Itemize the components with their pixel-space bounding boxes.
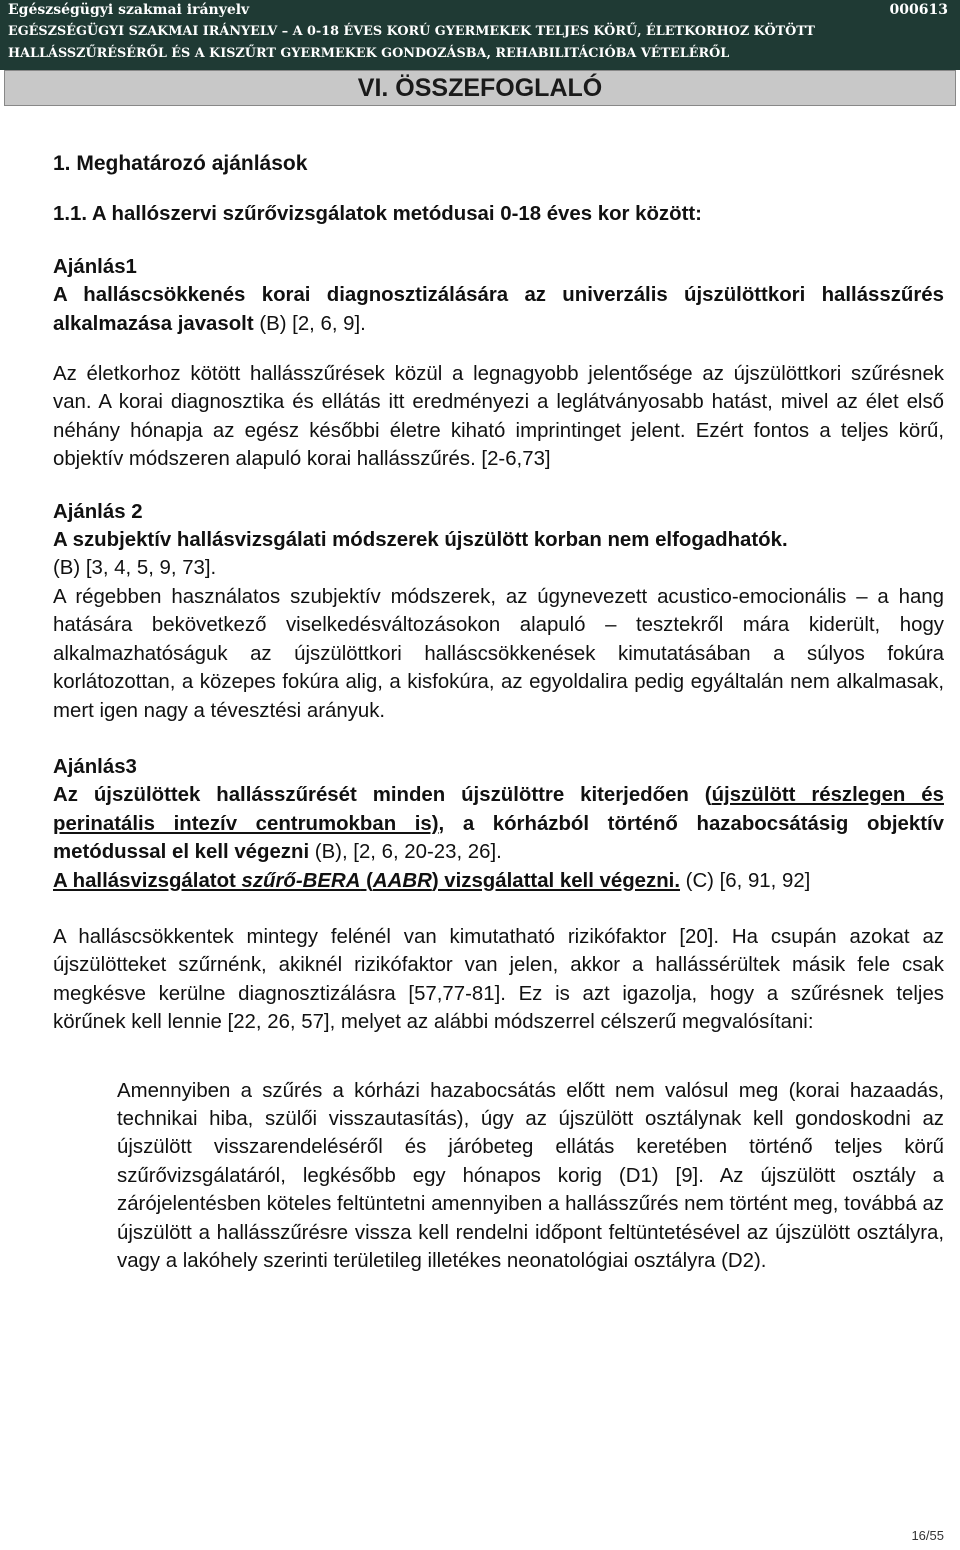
rec3-method (53, 867, 944, 895)
heading-1-1: 1.1. A hallószervi szűrővizsgálatok metódusai 0-18 éves kor között: (53, 203, 702, 226)
rec2-reference: (B) [3, 4, 5, 9, 73]. (53, 557, 217, 580)
heading-1: 1. Meghatározó ajánlások (53, 152, 308, 175)
rec3-part6: szűrő-BERA (241, 869, 361, 892)
rec3-part7: ( (360, 869, 373, 892)
header-code: 000613 (889, 2, 948, 18)
rec2-statement (53, 526, 944, 554)
document-body (53, 150, 944, 1275)
rec1-title: Ajánlás1 (53, 255, 137, 278)
rec3-part3: , a kórházból történő hazabocsátásig objektív metódussal el kell végezni (53, 812, 944, 864)
rec2-paragraph: A régebben használatos szubjektív módszerek, az úgynevezett acustico-emocionális – a hang hatására bekövetkező viselkedésváltozásokon alapuló – tesztekről mára kiderült, hogy alkalmazhatóságuk az újszülöttkori halláscsökkenések kimutatásában a súlyos fokúra korlátozottan, a közepes fokúra alig, a kisfokúra, az egyoldalira pedig egyáltalán nem alkalmasak, mert igen nagy a tévesztési arányuk. (53, 585, 944, 722)
rec3-part8: AABR (372, 869, 432, 892)
header-title-line1: EGÉSZSÉGÜGYI SZAKMAI IRÁNYELV – A 0-18 ÉVES KORÚ GYERMEKEK TELJES KÖRŰ, ÉLETKORHOZ KÖTÖTT (8, 24, 815, 39)
page-number: 16/55 (911, 1528, 944, 1543)
rec2-title: Ajánlás 2 (53, 500, 143, 523)
rec3-paragraph: A halláscsökkentek mintegy felénél van kimutatható rizikófaktor [20]. Ha csupán azokat az újszülötteket szűrnénk, akiknél rizikófaktor van jelen, akkor a hallássérültek másik fele csak megkésve kerülne diagnosztizálásra [57,77-81]. Ez is azt igazolja, hogy a szűrésnek teljes körűnek kell lennie [22, 26, 57], melyet az alábbi módszerrel célszerű megvalósítani: (53, 925, 944, 1034)
rec3-part5: A hallásvizsgálatot (53, 869, 242, 892)
rec2-statement-bold: A szubjektív hallásvizsgálati módszerek újszülött korban nem elfogadhatók. (53, 529, 788, 552)
rec3-part1: Az újszülöttek hallásszűrését minden újszülöttre kiterjedően ( (53, 784, 712, 807)
rec3-statement (53, 781, 944, 866)
rec3-reference: (B), [2, 6, 20-23, 26]. (309, 841, 502, 864)
rec1-paragraph: Az életkorhoz kötött hallásszűrések közül a legnagyobb jelentősége az újszülöttkori szűrésnek van. A korai diagnosztika és ellátás itt eredményezi a leglátványosabb hatást, mivel az élet első néhány hónapja az egész későbbi életre kiható imprintinget jelent. Ezért fontos a teljes körű, objektív módszeren alapuló korai hallásszűrés. [2-6,73] (53, 363, 944, 471)
header-title-line2: HALLÁSSZŰRÉSÉRŐL ÉS A KISZŰRT GYERMEKEK GONDOZÁSBA, REHABILITÁCIÓBA VÉTELÉRŐL (8, 46, 730, 61)
rec3-indented-paragraph: Amennyiben a szűrés a kórházi hazabocsátás előtt nem valósul meg (korai hazaadás, technikai hiba, szülői visszautasítás), úgy az újszülött osztálynak kell gondoskodni az újszülött visszarendeléséről és járóbeteg ellátás keretében történő teljes körű szűrővizsgálatáról, legkésőbb egy hónapos korig (D1) [9]. Az újszülött osztály a zárójelentésben köteles feltüntetni amennyiben a hallásszűrés nem történt meg, továbbá az újszülött a hallásszűrésre vissza kell rendelni időpont feltüntetésével az újszülött osztályra, vagy a lakóhely szerinti területileg illetékes neonatológiai osztályra (D2). (117, 1079, 944, 1272)
document-header (0, 0, 960, 70)
rec3-title: Ajánlás3 (53, 755, 137, 778)
rec1-reference: (B) [2, 6, 9]. (253, 312, 366, 335)
header-guideline-label: Egészségügyi szakmai irányelv (8, 2, 250, 18)
section-title: VI. ÖSSZEFOGLALÓ (4, 70, 956, 106)
rec3-part9: ) vizsgálattal kell végezni. (431, 869, 680, 892)
rec1-statement (53, 281, 944, 338)
rec3-part2: újszülött részlegen és perinatális intezív centrumokban is) (53, 784, 944, 835)
rec3-method-reference: (C) [6, 91, 92] (680, 869, 811, 892)
rec1-statement-bold: A halláscsökkenés korai diagnosztizálására az univerzális újszülöttkori hallásszűrés alkalmazása javasolt (53, 284, 944, 335)
